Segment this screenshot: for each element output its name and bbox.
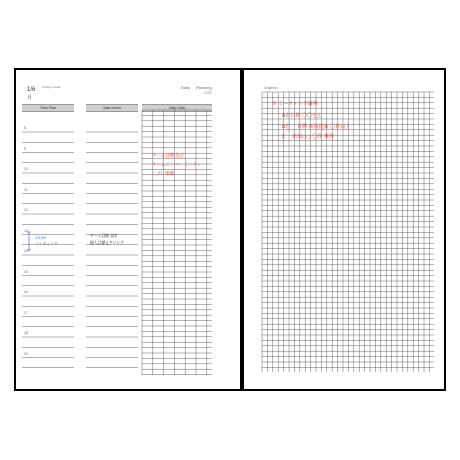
year-label: 2020 (204, 91, 212, 95)
header-daily-task: Daily Task (142, 104, 212, 112)
daily-task-note-2: チームメンバー ミーティ (152, 163, 202, 168)
graphics-page (244, 70, 444, 389)
time-plan-meeting: ミーティング (35, 241, 58, 246)
hour-label: 19 (24, 351, 28, 356)
daily-task-note-1: チーム目標 設定 (152, 154, 185, 159)
hour-label: 9 (24, 146, 26, 151)
hour-label: 16 (24, 290, 28, 294)
title-daily: Daily (181, 85, 190, 90)
task-memo-item-1: チーム目標 設定 (90, 233, 118, 238)
hour-label: 10 (24, 167, 28, 171)
graphics-label: Graphics (264, 86, 278, 90)
weekday-label: 月 (27, 95, 33, 101)
planner-spread (14, 68, 446, 391)
graphics-note-3: B君 目標 新規提案 〇件以上 (282, 124, 351, 130)
hour-label: 14 (24, 249, 28, 253)
title-planning: Planning (196, 85, 212, 90)
hour-label: 15 (24, 269, 28, 274)
graphics-note-2: A君目標 〇〇を△ (282, 113, 321, 119)
task-memo-item-2: 個人目標ヒアリング (90, 240, 124, 245)
hour-label: 13 (24, 228, 28, 233)
hour-label: 17 (24, 310, 28, 315)
hour-label: 8 (24, 126, 26, 130)
daily-task-note-3: ングに準備 (152, 172, 174, 177)
daily-planning-page (16, 70, 240, 389)
graphics-note-4: C 新規○○ 〇件 獲得 (282, 134, 334, 140)
hour-label: 12 (24, 208, 28, 212)
header-task-memo: Task memo (86, 104, 138, 112)
date-number: 1/6 (27, 87, 36, 93)
time-plan-range: 13:30 (35, 235, 46, 240)
hour-label: 11 (24, 187, 28, 192)
graphics-note-1: ① ミーティング議事 (272, 101, 318, 107)
header-time-plan: Time Plan (22, 104, 74, 112)
ruled-lines (16, 70, 240, 389)
grid-paper (244, 70, 444, 389)
hour-label: 18 (24, 331, 28, 335)
todays-goals-label: Today's Goals (42, 85, 61, 89)
